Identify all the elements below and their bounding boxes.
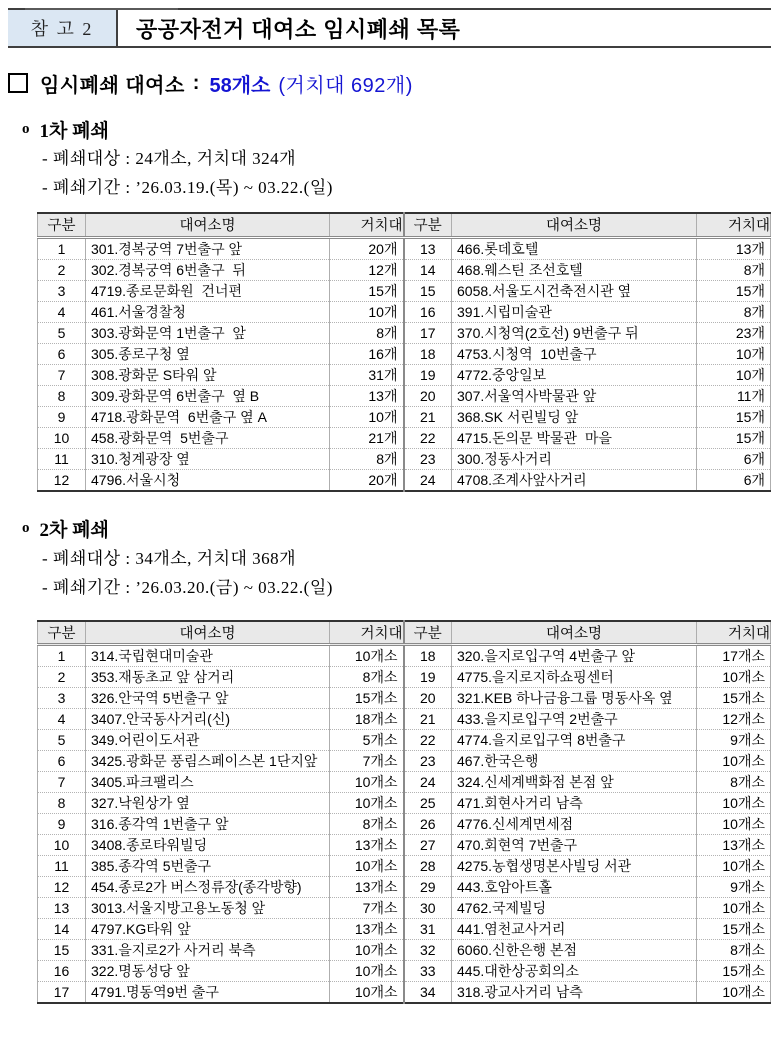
column-header: 대여소명 bbox=[86, 213, 330, 237]
row-number: 3 bbox=[38, 280, 86, 301]
row-number: 15 bbox=[404, 280, 452, 301]
row-number: 12 bbox=[38, 469, 86, 491]
rack-count: 10개소 bbox=[697, 982, 771, 1004]
row-number: 6 bbox=[38, 343, 86, 364]
station-name: 3425.광화문 풍림스페이스본 1단지앞 bbox=[86, 751, 330, 772]
row-number: 8 bbox=[38, 793, 86, 814]
station-name: 471.회현사거리 남측 bbox=[452, 793, 697, 814]
station-name: 6060.신한은행 본점 bbox=[452, 940, 697, 961]
station-name: 4715.돈의문 박물관 마을 bbox=[452, 427, 697, 448]
column-header: 구분 bbox=[404, 213, 452, 237]
table-row bbox=[38, 730, 771, 751]
station-name: 302.경복궁역 6번출구 뒤 bbox=[86, 259, 330, 280]
table-row bbox=[38, 856, 771, 877]
row-number: 8 bbox=[38, 385, 86, 406]
row-number: 9 bbox=[38, 814, 86, 835]
row-number: 18 bbox=[404, 343, 452, 364]
rack-count: 13개소 bbox=[330, 919, 404, 940]
rack-count: 31개 bbox=[330, 364, 404, 385]
table-row bbox=[38, 364, 771, 385]
table-row bbox=[38, 259, 771, 280]
rack-count: 15개소 bbox=[330, 688, 404, 709]
rack-count: 5개소 bbox=[330, 730, 404, 751]
row-number: 1 bbox=[38, 645, 86, 667]
table-row bbox=[38, 961, 771, 982]
rack-count: 15개소 bbox=[697, 919, 771, 940]
rack-count: 13개 bbox=[697, 237, 771, 259]
table-row bbox=[38, 385, 771, 406]
table-header-row bbox=[38, 213, 771, 237]
row-number: 27 bbox=[404, 835, 452, 856]
row-number: 16 bbox=[38, 961, 86, 982]
row-number: 15 bbox=[38, 940, 86, 961]
row-number: 24 bbox=[404, 469, 452, 491]
rack-count: 8개 bbox=[697, 301, 771, 322]
table-row bbox=[38, 301, 771, 322]
rack-count: 10개소 bbox=[697, 898, 771, 919]
row-number: 2 bbox=[38, 259, 86, 280]
row-number: 20 bbox=[404, 688, 452, 709]
rack-count: 7개소 bbox=[330, 898, 404, 919]
rack-count: 10개소 bbox=[330, 961, 404, 982]
reference-tag: 참 고 2 bbox=[8, 10, 118, 46]
rack-count: 23개 bbox=[697, 322, 771, 343]
row-number: 22 bbox=[404, 730, 452, 751]
section-title-text: 1차 폐쇄 bbox=[39, 120, 109, 142]
rack-count: 15개 bbox=[697, 280, 771, 301]
station-name: 6058.서울도시건축전시관 옆 bbox=[452, 280, 697, 301]
station-name: 309.광화문역 6번출구 옆 B bbox=[86, 385, 330, 406]
station-name: 324.신세계백화점 본점 앞 bbox=[452, 772, 697, 793]
row-number: 23 bbox=[404, 751, 452, 772]
row-number: 13 bbox=[38, 898, 86, 919]
rack-count: 8개소 bbox=[330, 814, 404, 835]
rack-count: 10개소 bbox=[330, 645, 404, 667]
row-number: 7 bbox=[38, 364, 86, 385]
table-row bbox=[38, 877, 771, 898]
station-name: 307.서울역사박물관 앞 bbox=[452, 385, 697, 406]
station-name: 4718.광화문역 6번출구 옆 A bbox=[86, 406, 330, 427]
row-number: 21 bbox=[404, 406, 452, 427]
rack-count: 7개소 bbox=[330, 751, 404, 772]
station-name: 433.을지로입구역 2번출구 bbox=[452, 709, 697, 730]
row-number: 26 bbox=[404, 814, 452, 835]
rack-count: 8개 bbox=[697, 259, 771, 280]
row-number: 33 bbox=[404, 961, 452, 982]
rack-count: 18개소 bbox=[330, 709, 404, 730]
row-number: 25 bbox=[404, 793, 452, 814]
rack-count: 17개소 bbox=[697, 645, 771, 667]
row-number: 10 bbox=[38, 835, 86, 856]
station-name: 3405.파크팰리스 bbox=[86, 772, 330, 793]
row-number: 1 bbox=[38, 237, 86, 259]
rack-count: 21개 bbox=[330, 427, 404, 448]
rack-count: 15개 bbox=[330, 280, 404, 301]
closure-period: - 폐쇄기간 : ’26.03.19.(목) ~ 03.22.(일) bbox=[42, 178, 333, 197]
station-name: 370.시청역(2호선) 9번출구 뒤 bbox=[452, 322, 697, 343]
rack-count: 12개 bbox=[330, 259, 404, 280]
table-row bbox=[38, 709, 771, 730]
station-name: 3407.안국동사거리(신) bbox=[86, 709, 330, 730]
station-name: 331.을지로2가 사거리 북측 bbox=[86, 940, 330, 961]
station-name: 314.국립현대미술관 bbox=[86, 645, 330, 667]
station-name: 320.을지로입구역 4번출구 앞 bbox=[452, 645, 697, 667]
table-row bbox=[38, 343, 771, 364]
station-name: 467.한국은행 bbox=[452, 751, 697, 772]
summary-line bbox=[8, 68, 771, 98]
station-name: 353.재동초교 앞 삼거리 bbox=[86, 667, 330, 688]
section-title bbox=[22, 516, 771, 542]
section-first-closure bbox=[8, 116, 771, 492]
row-number: 20 bbox=[404, 385, 452, 406]
station-name: 445.대한상공회의소 bbox=[452, 961, 697, 982]
rack-count: 13개소 bbox=[330, 877, 404, 898]
table-row bbox=[38, 237, 771, 259]
rack-count: 10개소 bbox=[330, 772, 404, 793]
rack-count: 10개 bbox=[330, 301, 404, 322]
closure-target: - 폐쇄대상 : 24개소, 거치대 324개 bbox=[42, 149, 297, 168]
column-header: 구분 bbox=[404, 621, 452, 645]
station-name: 4774.을지로입구역 8번출구 bbox=[452, 730, 697, 751]
row-number: 7 bbox=[38, 772, 86, 793]
rack-count: 6개 bbox=[697, 448, 771, 469]
rack-count: 9개소 bbox=[697, 877, 771, 898]
column-header: 대여소명 bbox=[452, 621, 697, 645]
row-number: 34 bbox=[404, 982, 452, 1004]
station-name: 316.종각역 1번출구 앞 bbox=[86, 814, 330, 835]
rack-count: 8개 bbox=[330, 322, 404, 343]
table-row bbox=[38, 688, 771, 709]
rack-count: 10개소 bbox=[330, 793, 404, 814]
row-number: 17 bbox=[404, 322, 452, 343]
closure-target: - 폐쇄대상 : 34개소, 거치대 368개 bbox=[42, 548, 297, 568]
rack-capacity: (거치대 692개) bbox=[278, 74, 413, 97]
table-row bbox=[38, 280, 771, 301]
row-number: 6 bbox=[38, 751, 86, 772]
row-number: 23 bbox=[404, 448, 452, 469]
summary-label: 임시폐쇄 대여소 bbox=[40, 74, 185, 97]
table-row bbox=[38, 469, 771, 491]
row-number: 14 bbox=[404, 259, 452, 280]
rack-count: 10개소 bbox=[697, 667, 771, 688]
station-name: 327.낙원상가 옆 bbox=[86, 793, 330, 814]
rack-count: 15개 bbox=[697, 406, 771, 427]
rack-count: 15개소 bbox=[697, 688, 771, 709]
circle-bullet-icon: o bbox=[22, 120, 30, 137]
row-number: 3 bbox=[38, 688, 86, 709]
column-header: 거치대 bbox=[697, 621, 771, 645]
rack-count: 12개소 bbox=[697, 709, 771, 730]
row-number: 22 bbox=[404, 427, 452, 448]
rack-count: 20개 bbox=[330, 469, 404, 491]
row-number: 29 bbox=[404, 877, 452, 898]
row-number: 24 bbox=[404, 772, 452, 793]
column-header: 거치대 bbox=[330, 621, 404, 645]
checkbox-square-icon bbox=[8, 73, 28, 93]
rack-count: 8개소 bbox=[697, 772, 771, 793]
rack-count: 9개소 bbox=[697, 730, 771, 751]
rack-count: 10개소 bbox=[330, 982, 404, 1004]
row-number: 5 bbox=[38, 322, 86, 343]
document-page bbox=[0, 8, 779, 1044]
column-header: 구분 bbox=[38, 621, 86, 645]
station-name: 349.어린이도서관 bbox=[86, 730, 330, 751]
row-number: 5 bbox=[38, 730, 86, 751]
row-number: 28 bbox=[404, 856, 452, 877]
top-rule-line bbox=[25, 8, 178, 10]
table-row bbox=[38, 793, 771, 814]
station-name: 3013.서울지방고용노동청 앞 bbox=[86, 898, 330, 919]
station-name: 4796.서울시청 bbox=[86, 469, 330, 491]
station-name: 4275.농협생명본사빌딩 서관 bbox=[452, 856, 697, 877]
rack-count: 20개 bbox=[330, 237, 404, 259]
row-number: 13 bbox=[404, 237, 452, 259]
row-number: 14 bbox=[38, 919, 86, 940]
station-name: 461.서울경찰청 bbox=[86, 301, 330, 322]
station-name: 4791.명동역9번 출구 bbox=[86, 982, 330, 1004]
row-number: 4 bbox=[38, 301, 86, 322]
column-header: 거치대 bbox=[330, 213, 404, 237]
second-closure-table bbox=[37, 620, 771, 1005]
table-row bbox=[38, 667, 771, 688]
station-name: 3408.종로타워빌딩 bbox=[86, 835, 330, 856]
station-name: 468.웨스틴 조선호텔 bbox=[452, 259, 697, 280]
table-row bbox=[38, 406, 771, 427]
station-name: 454.종로2가 버스정류장(종각방향) bbox=[86, 877, 330, 898]
station-name: 441.염천교사거리 bbox=[452, 919, 697, 940]
section-title-text: 2차 폐쇄 bbox=[39, 520, 109, 541]
station-name: 443.호암아트홀 bbox=[452, 877, 697, 898]
table-row bbox=[38, 982, 771, 1004]
station-name: 4775.을지로지하쇼핑센터 bbox=[452, 667, 697, 688]
row-number: 31 bbox=[404, 919, 452, 940]
rack-count: 15개소 bbox=[697, 961, 771, 982]
row-number: 18 bbox=[404, 645, 452, 667]
column-header: 구분 bbox=[38, 213, 86, 237]
row-number: 17 bbox=[38, 982, 86, 1004]
table-header-row bbox=[38, 621, 771, 645]
station-name: 4719.종로문화원 건너편 bbox=[86, 280, 330, 301]
rack-count: 10개소 bbox=[697, 856, 771, 877]
station-name: 308.광화문 S타워 앞 bbox=[86, 364, 330, 385]
station-name: 303.광화문역 1번출구 앞 bbox=[86, 322, 330, 343]
summary-separator: : bbox=[192, 71, 200, 94]
station-name: 301.경복궁역 7번출구 앞 bbox=[86, 237, 330, 259]
station-name: 4753.시청역 10번출구 bbox=[452, 343, 697, 364]
row-number: 16 bbox=[404, 301, 452, 322]
row-number: 30 bbox=[404, 898, 452, 919]
table-row bbox=[38, 835, 771, 856]
table-row bbox=[38, 814, 771, 835]
station-name: 326.안국역 5번출구 앞 bbox=[86, 688, 330, 709]
station-name: 470.회현역 7번출구 bbox=[452, 835, 697, 856]
station-name: 321.KEB 하나금융그룹 명동사옥 옆 bbox=[452, 688, 697, 709]
table-row bbox=[38, 427, 771, 448]
station-name: 4797.KG타워 앞 bbox=[86, 919, 330, 940]
circle-bullet-icon: o bbox=[22, 520, 30, 536]
row-number: 12 bbox=[38, 877, 86, 898]
station-name: 300.정동사거리 bbox=[452, 448, 697, 469]
row-number: 11 bbox=[38, 856, 86, 877]
first-closure-table bbox=[37, 212, 771, 492]
rack-count: 10개소 bbox=[330, 856, 404, 877]
row-number: 19 bbox=[404, 667, 452, 688]
rack-count: 10개 bbox=[697, 343, 771, 364]
row-number: 2 bbox=[38, 667, 86, 688]
station-name: 310.청계광장 옆 bbox=[86, 448, 330, 469]
column-header: 거치대 bbox=[697, 213, 771, 237]
rack-count: 10개소 bbox=[697, 793, 771, 814]
station-name: 4708.조계사앞사거리 bbox=[452, 469, 697, 491]
table-row bbox=[38, 940, 771, 961]
rack-count: 8개소 bbox=[697, 940, 771, 961]
column-header: 대여소명 bbox=[86, 621, 330, 645]
closure-period: - 폐쇄기간 : ’26.03.20.(금) ~ 03.22.(일) bbox=[42, 577, 333, 597]
station-name: 368.SK 서린빌딩 앞 bbox=[452, 406, 697, 427]
rack-count: 13개소 bbox=[697, 835, 771, 856]
station-name: 4772.중앙일보 bbox=[452, 364, 697, 385]
rack-count: 13개소 bbox=[330, 835, 404, 856]
table-row bbox=[38, 898, 771, 919]
section-title bbox=[22, 116, 771, 142]
page-title: 공공자전거 대여소 임시폐쇄 목록 bbox=[136, 16, 461, 42]
row-number: 32 bbox=[404, 940, 452, 961]
rack-count: 8개소 bbox=[330, 667, 404, 688]
station-name: 466.롯데호텔 bbox=[452, 237, 697, 259]
rack-count: 10개소 bbox=[330, 940, 404, 961]
table-row bbox=[38, 919, 771, 940]
station-name: 4762.국제빌딩 bbox=[452, 898, 697, 919]
row-number: 10 bbox=[38, 427, 86, 448]
table-row bbox=[38, 751, 771, 772]
table-row bbox=[38, 645, 771, 667]
station-name: 322.명동성당 앞 bbox=[86, 961, 330, 982]
rack-count: 15개 bbox=[697, 427, 771, 448]
row-number: 9 bbox=[38, 406, 86, 427]
table-row bbox=[38, 448, 771, 469]
rack-count: 10개소 bbox=[697, 814, 771, 835]
station-name: 318.광교사거리 남측 bbox=[452, 982, 697, 1004]
rack-count: 8개 bbox=[330, 448, 404, 469]
rack-count: 11개 bbox=[697, 385, 771, 406]
table-row bbox=[38, 322, 771, 343]
rack-count: 10개 bbox=[697, 364, 771, 385]
rack-count: 6개 bbox=[697, 469, 771, 491]
rack-count: 10개소 bbox=[697, 751, 771, 772]
table-row bbox=[38, 772, 771, 793]
column-header: 대여소명 bbox=[452, 213, 697, 237]
station-name: 305.종로구청 옆 bbox=[86, 343, 330, 364]
station-name: 4776.신세계면세점 bbox=[452, 814, 697, 835]
row-number: 4 bbox=[38, 709, 86, 730]
row-number: 11 bbox=[38, 448, 86, 469]
rack-count: 16개 bbox=[330, 343, 404, 364]
rack-count: 13개 bbox=[330, 385, 404, 406]
station-name: 385.종각역 5번출구 bbox=[86, 856, 330, 877]
rack-count: 10개 bbox=[330, 406, 404, 427]
station-name: 458.광화문역 5번출구 bbox=[86, 427, 330, 448]
station-count: 58개소 bbox=[209, 74, 271, 97]
section-second-closure bbox=[8, 516, 771, 1005]
document-header bbox=[8, 8, 771, 48]
row-number: 19 bbox=[404, 364, 452, 385]
station-name: 391.시립미술관 bbox=[452, 301, 697, 322]
row-number: 21 bbox=[404, 709, 452, 730]
